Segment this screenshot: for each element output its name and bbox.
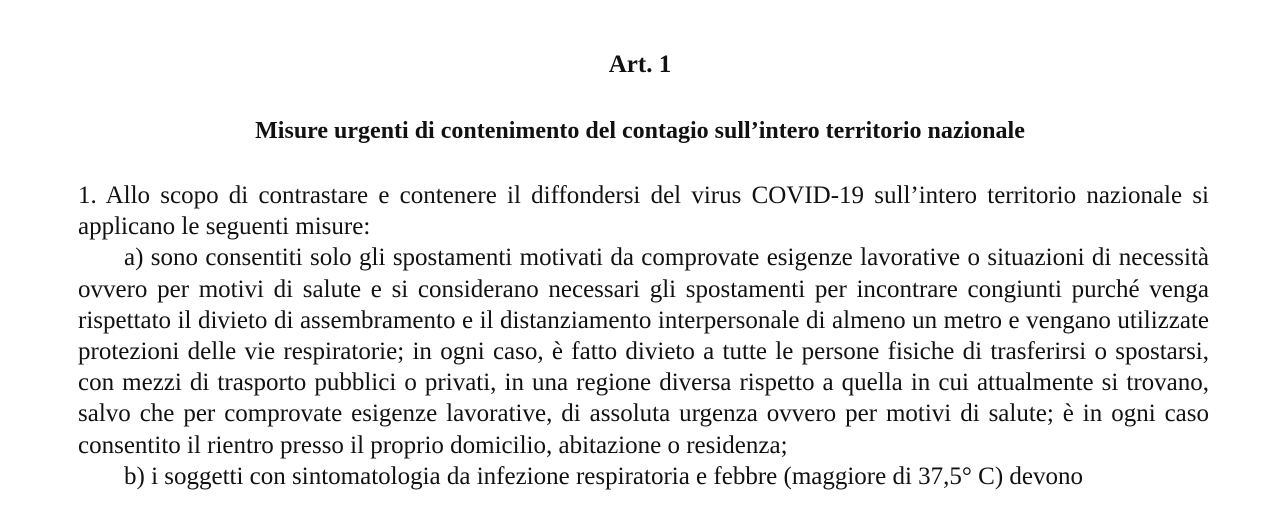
article-heading: Misure urgenti di contenimento del contagio sull’intero territorio nazionale: [255, 118, 1025, 144]
paragraph-a: a) sono consentiti solo gli spostamenti motivati da comprovate esigenze lavorative o situazioni di necessità ovvero per motivi di salute e si considerano necessari gli spostamenti per incontrare congiunti purché venga rispettato il divieto di assembramento e il distanziamento interpersonale di almeno un metro e vengano utilizzate protezioni delle vie respiratorie; in ogni caso, è fatto divieto a tutte le persone fisiche di trasferirsi o spostarsi, con mezzi di trasporto pubblici o privati, in una regione diversa rispetto a quella in cui attualmente si trovano, salvo che per comprovate esigenze lavorative, di assoluta urgenza ovvero per motivi di salute; è in ogni caso consentito il rientro presso il proprio domicilio, abitazione o residenza;: [78, 244, 1209, 459]
paragraph-1: 1. Allo scopo di contrastare e contenere il diffondersi del virus COVID-19 sull’intero territorio nazionale si applicano le seguenti misure:: [78, 182, 1209, 241]
article-title: Art. 1: [608, 51, 672, 78]
article-body: [78, 180, 1209, 492]
paragraph-b-partial: b) i soggetti con sintomatologia da infezione respiratoria e febbre (maggiore di 37,5° C) devono: [124, 462, 1084, 490]
